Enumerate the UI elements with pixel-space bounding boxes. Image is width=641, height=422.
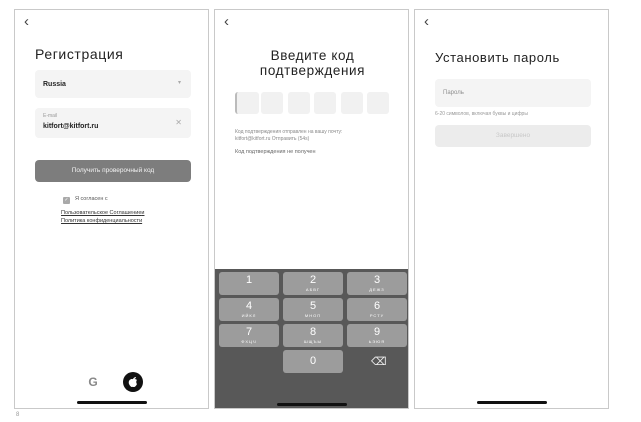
email-value: kitfort@kitfort.ru <box>43 123 99 130</box>
email-field[interactable] <box>35 108 191 138</box>
key-letters: АБВГ <box>305 287 321 292</box>
key-9[interactable] <box>347 324 407 347</box>
key-number: 1 <box>245 274 253 286</box>
password-field[interactable] <box>435 79 591 107</box>
key-letters: РСТУ <box>369 313 385 318</box>
get-code-button[interactable]: Получить проверочный код <box>35 160 191 182</box>
key-number: 4 <box>245 300 253 312</box>
agreement-conjunction: и <box>141 210 145 216</box>
chevron-down-icon: ▾ <box>177 80 181 86</box>
page-title <box>215 48 409 78</box>
delete-icon[interactable]: ⌫ <box>371 356 387 368</box>
key-letters: ДЕЖЗ <box>369 287 385 292</box>
key-number: 0 <box>309 355 317 367</box>
google-icon[interactable]: G <box>83 372 103 392</box>
key-0[interactable] <box>283 350 343 373</box>
code-digit-box[interactable] <box>235 92 259 114</box>
numeric-keypad <box>215 269 409 409</box>
agree-checkbox[interactable]: ✓ <box>64 197 69 203</box>
privacy-policy-link[interactable]: Политика конфиденциальности <box>61 218 143 224</box>
key-5[interactable] <box>283 298 343 321</box>
page-title-line1: Введите код <box>270 48 355 63</box>
page-number: 8 <box>16 412 20 418</box>
back-icon[interactable]: ‹ <box>24 13 29 30</box>
registration-screen <box>14 9 209 409</box>
finish-button[interactable]: Завершено <box>435 125 591 147</box>
apple-icon[interactable] <box>123 372 143 392</box>
code-digit-box[interactable] <box>261 92 283 114</box>
key-1[interactable] <box>219 272 279 295</box>
code-sent-text <box>235 129 342 143</box>
page-title: Регистрация <box>35 46 124 62</box>
back-icon[interactable]: ‹ <box>424 13 429 30</box>
key-letters: ФХЦЧ <box>241 339 257 344</box>
key-number: 3 <box>373 274 381 286</box>
user-agreement-text: Пользовательское Соглашение <box>61 210 142 216</box>
page-title-line2: подтверждения <box>259 63 366 78</box>
key-number: 9 <box>373 326 381 338</box>
code-digit-box[interactable] <box>288 92 310 114</box>
code-sent-line1: Код подтверждения отправлен на вашу почту: <box>235 129 343 135</box>
key-letters: МНОП <box>304 313 322 318</box>
code-digit-box[interactable] <box>341 92 363 114</box>
code-sent-line2: kitfort@kitfort.ru Отправить (54s) <box>235 136 310 142</box>
key-letters: ЬЭЮЯ <box>368 339 386 344</box>
key-7[interactable] <box>219 324 279 347</box>
key-letters: ШЩЪЫ <box>303 339 323 344</box>
page-title: Установить пароль <box>435 50 560 65</box>
key-number: 6 <box>373 300 381 312</box>
code-digit-box[interactable] <box>367 92 389 114</box>
email-label: E-mail <box>43 113 58 119</box>
key-number: 5 <box>309 300 317 312</box>
key-4[interactable] <box>219 298 279 321</box>
verification-code-screen <box>214 9 409 409</box>
country-value: Russia <box>43 81 66 88</box>
country-select[interactable] <box>35 70 191 98</box>
user-agreement-link[interactable] <box>61 210 144 216</box>
home-indicator <box>77 401 147 404</box>
code-not-received-link[interactable]: Код подтверждения не получен <box>235 149 316 155</box>
key-number: 8 <box>309 326 317 338</box>
password-placeholder: Пароль <box>443 90 464 96</box>
key-2[interactable] <box>283 272 343 295</box>
key-6[interactable] <box>347 298 407 321</box>
code-digit-box[interactable] <box>314 92 336 114</box>
password-hint: 6-20 символов, включая буквы и цифры <box>435 111 528 117</box>
key-letters: ИЙКЛ <box>241 313 257 318</box>
home-indicator <box>277 403 347 406</box>
home-indicator <box>477 401 547 404</box>
back-icon[interactable]: ‹ <box>224 13 229 30</box>
key-number: 2 <box>309 274 317 286</box>
key-number: 7 <box>245 326 253 338</box>
key-8[interactable] <box>283 324 343 347</box>
clear-icon[interactable]: ✕ <box>175 118 182 127</box>
agree-label: Я согласен с <box>75 196 108 202</box>
set-password-screen <box>414 9 609 409</box>
key-3[interactable] <box>347 272 407 295</box>
